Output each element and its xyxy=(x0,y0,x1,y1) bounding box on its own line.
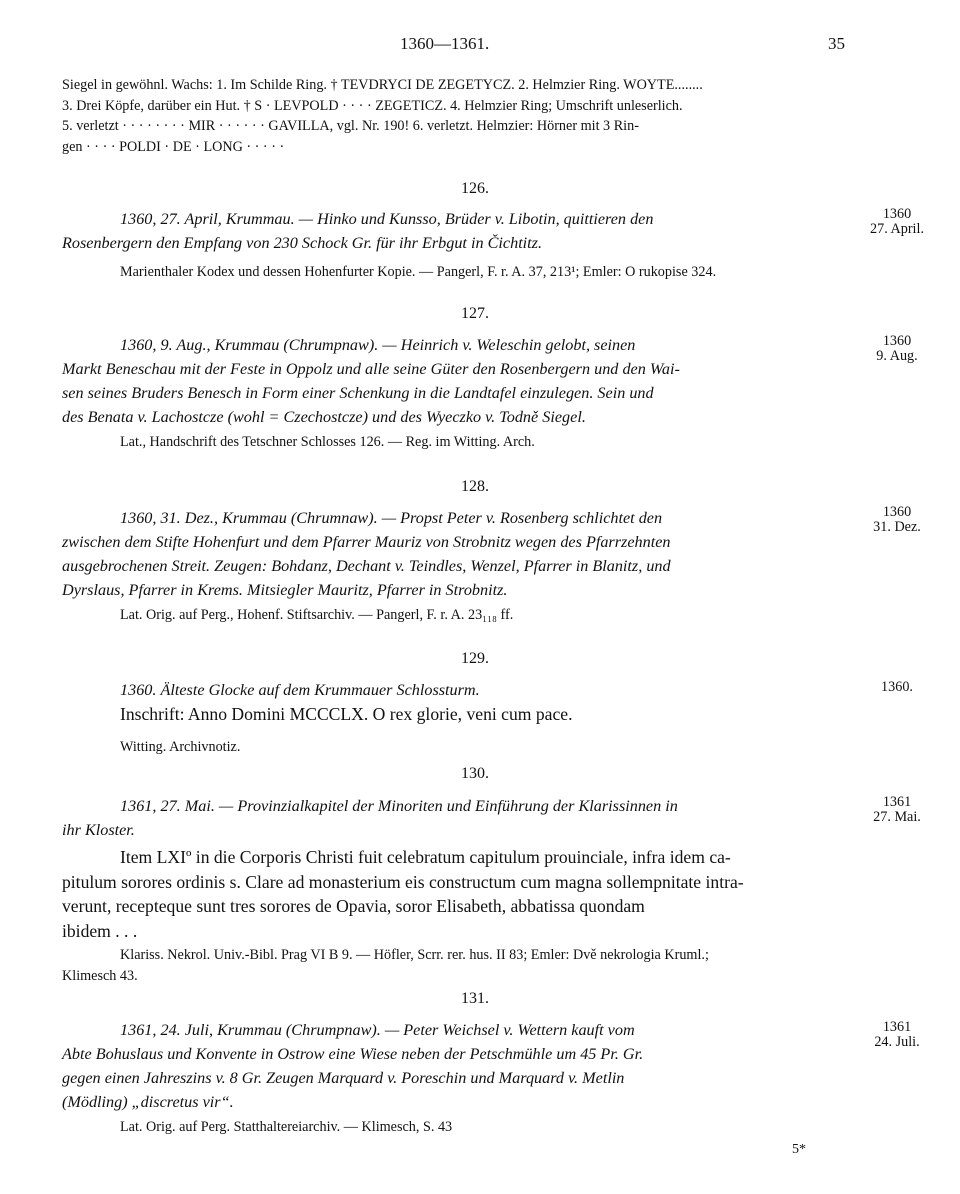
seal-line: 5. verletzt · · · · · · · · MIR · · · · · · GAVILLA, vgl. Nr. 190! 6. verletzt. Helmzier: Hörner mit 3 Rin- xyxy=(62,118,639,134)
margin-date xyxy=(862,1020,932,1050)
regest-line: 1360, 27. April, Krummau. — Hinko und Kunsso, Brüder v. Libotin, quittieren den xyxy=(120,210,654,228)
quote-line: Item LXIº in die Corporis Christi fuit celebratum capitulum prouinciale, infra idem ca- xyxy=(120,847,731,867)
header-years: 1360—1361. xyxy=(400,34,490,53)
regest-line: des Benata v. Lachostcze (wohl = Czechostcze) und des Wyeczko v. Todně Siegel. xyxy=(62,408,586,426)
margin-date xyxy=(862,505,932,535)
margin-day: 9. Aug. xyxy=(876,348,918,364)
margin-year: 1361 xyxy=(882,1019,912,1035)
source-line: Lat. Orig. auf Perg., Hohenf. Stiftsarchiv. — Pangerl, F. r. A. 23₁₁₈ ff. xyxy=(120,607,514,623)
margin-date xyxy=(862,207,932,237)
entry-number: 130. xyxy=(461,765,489,782)
source-line: Marienthaler Kodex und dessen Hohenfurter Kopie. — Pangerl, F. r. A. 37, 213¹; Emler: O rukopise 324. xyxy=(120,264,717,280)
entry-number: 131. xyxy=(461,990,489,1007)
entry-regest xyxy=(62,1018,852,1114)
regest-line: 1361, 27. Mai. — Provinzialkapitel der Minoriten und Einführung der Klarissinnen in xyxy=(120,797,678,815)
margin-date xyxy=(862,795,932,825)
entry-regest xyxy=(62,207,852,255)
source-line: Klariss. Nekrol. Univ.-Bibl. Prag VI B 9. — Höfler, Scrr. rer. hus. II 83; Emler: Dvě nekrologia Kruml.; xyxy=(120,947,709,963)
entry-quote xyxy=(62,845,852,943)
seal-line: Siegel in gewöhnl. Wachs: 1. Im Schilde Ring. † TEVDRYCI DE ZEGETYCZ. 2. Helmzier Ring. WOYTE........ xyxy=(62,77,703,93)
regest-line: sen seines Bruders Benesch in Form einer Schenkung in die Landtafel einzulegen. Sein und xyxy=(62,384,654,402)
margin-day: 27. April. xyxy=(870,221,924,237)
margin-year: 1361 xyxy=(882,794,912,810)
quote-line: pitulum sorores ordinis s. Clare ad monasterium eis constructum cum magna sollempnitate intra- xyxy=(62,871,744,892)
entry-regest xyxy=(62,678,852,727)
entry-number: 126. xyxy=(461,180,489,197)
regest-line: ausgebrochenen Streit. Zeugen: Bohdanz, Dechant v. Teindles, Wenzel, Pfarrer in Blanitz, und xyxy=(62,557,671,575)
source-line: Lat., Handschrift des Tetschner Schlosses 126. — Reg. im Witting. Arch. xyxy=(120,434,535,450)
margin-day: 24. Juli. xyxy=(874,1034,920,1050)
entry-number: 129. xyxy=(461,650,489,667)
signature-mark: 5* xyxy=(792,1142,806,1157)
regest-line: Rosenbergern den Empfang von 230 Schock Gr. für ihr Erbgut in Čichtitz. xyxy=(62,234,543,252)
regest-line: 1361, 24. Juli, Krummau (Chrumpnaw). — Peter Weichsel v. Wettern kauft vom xyxy=(120,1021,635,1039)
entry-source xyxy=(62,605,852,626)
margin-year: 1360 xyxy=(882,206,912,222)
quote-line: ibidem . . . xyxy=(62,920,138,941)
entry-regest xyxy=(62,506,852,602)
margin-year: 1360 xyxy=(882,504,912,520)
entry-regest xyxy=(62,333,852,429)
seal-line: 3. Drei Köpfe, darüber ein Hut. † S · LEVPOLD · · · · ZEGETICZ. 4. Helmzier Ring; Umschrift unleserlich. xyxy=(62,97,683,114)
margin-day: 27. Mai. xyxy=(873,809,921,825)
margin-year: 1360. xyxy=(881,679,913,695)
source-line: Klimesch 43. xyxy=(62,967,138,984)
inscription-line: Inschrift: Anno Domini MCCCLX. O rex glorie, veni cum pace. xyxy=(120,704,573,724)
margin-day: 31. Dez. xyxy=(873,519,921,535)
regest-line: 1360, 9. Aug., Krummau (Chrumpnaw). — Heinrich v. Weleschin gelobt, seinen xyxy=(120,336,636,354)
margin-date xyxy=(862,680,932,695)
source-line: Witting. Archivnotiz. xyxy=(120,739,241,755)
margin-year: 1360 xyxy=(882,333,912,349)
regest-line: 1360, 31. Dez., Krummau (Chrumnaw). — Propst Peter v. Rosenberg schlichtet den xyxy=(120,509,663,527)
source-line: Lat. Orig. auf Perg. Statthaltereiarchiv. — Klimesch, S. 43 xyxy=(120,1119,453,1135)
page-number: 35 xyxy=(828,34,845,53)
regest-line: 1360. Älteste Glocke auf dem Krummauer Schlossturm. xyxy=(120,681,480,699)
regest-line: Dyrslaus, Pfarrer in Krems. Mitsiegler Mauritz, Pfarrer in Strobnitz. xyxy=(62,581,508,599)
seal-line: gen · · · · POLDI · DE · LONG · · · · · xyxy=(62,138,285,155)
entry-number: 127. xyxy=(461,305,489,322)
entry-source xyxy=(62,945,852,986)
margin-date xyxy=(862,334,932,364)
entry-source xyxy=(62,737,852,758)
regest-line: Markt Beneschau mit der Feste in Oppolz und alle seine Güter den Rosenbergern und den Wai- xyxy=(62,360,680,378)
regest-line: zwischen dem Stifte Hohenfurt und dem Pfarrer Mauriz von Strobnitz wegen des Pfarrzehnten xyxy=(62,533,671,551)
regest-line: gegen einen Jahreszins v. 8 Gr. Zeugen Marquard v. Poreschin und Marquard v. Metlin xyxy=(62,1069,625,1087)
entry-source xyxy=(62,1117,852,1138)
entry-source xyxy=(62,262,852,283)
quote-line: verunt, recepteque sunt tres sorores de Opavia, soror Elisabeth, abbatissa quondam xyxy=(62,896,645,916)
entry-regest xyxy=(62,794,852,842)
entry-number: 128. xyxy=(461,478,489,495)
seal-description xyxy=(62,75,852,157)
regest-line: Abte Bohuslaus und Konvente in Ostrow eine Wiese neben der Petschmühle um 45 Pr. Gr. xyxy=(62,1045,644,1063)
regest-line: (Mödling) „discretus vir“. xyxy=(62,1093,234,1111)
regest-line: ihr Kloster. xyxy=(62,821,135,839)
entry-source xyxy=(62,432,852,453)
